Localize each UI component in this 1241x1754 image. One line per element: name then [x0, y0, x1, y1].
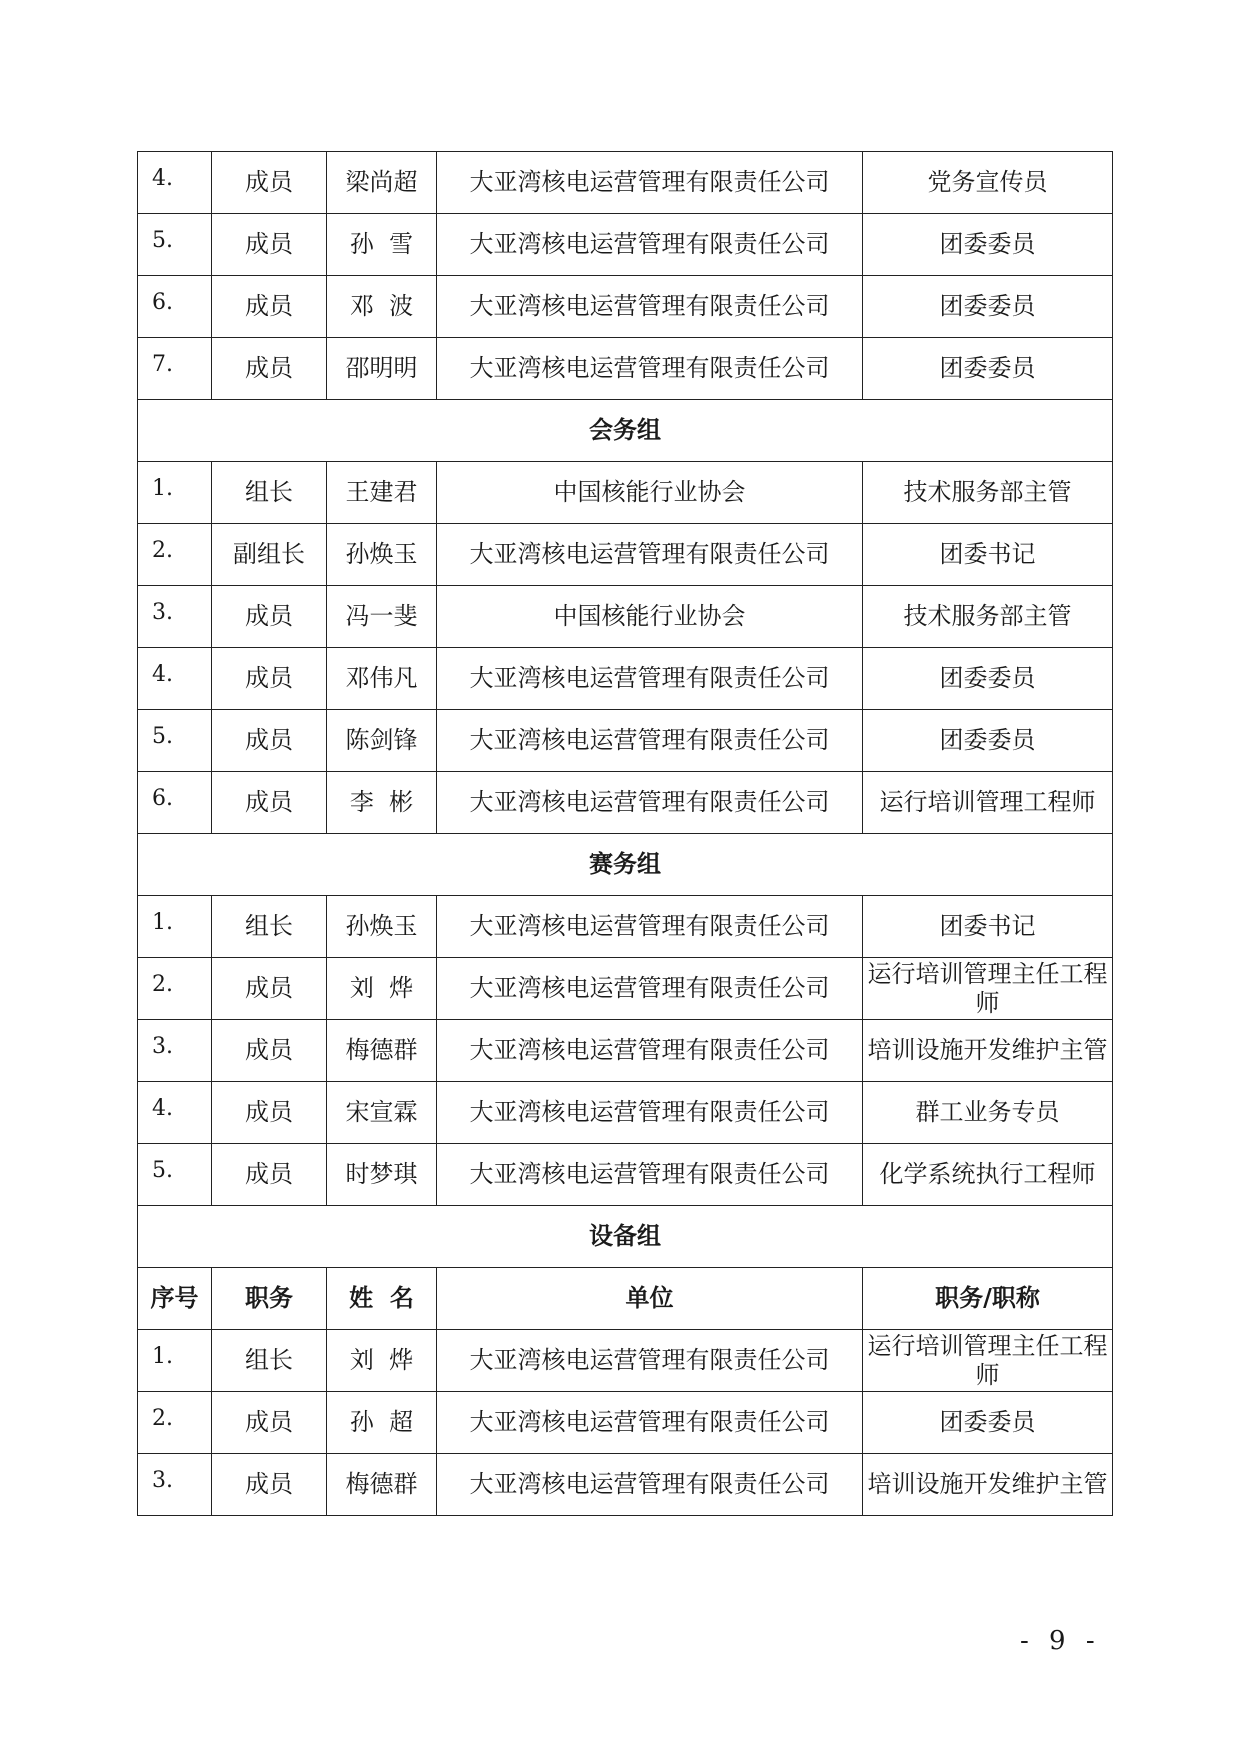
row-number: 4. [138, 1082, 212, 1144]
row-number: 2. [138, 958, 212, 1020]
row-name: 梁尚超 [327, 152, 437, 214]
row-org: 大亚湾核电运营管理有限责任公司 [437, 648, 863, 710]
row-title: 党务宣传员 [863, 152, 1113, 214]
row-title: 技术服务部主管 [863, 462, 1113, 524]
row-role: 成员 [212, 586, 327, 648]
row-role: 成员 [212, 1392, 327, 1454]
row-number: 1. [138, 462, 212, 524]
row-role: 成员 [212, 710, 327, 772]
row-title: 团委委员 [863, 1392, 1113, 1454]
row-number: 6. [138, 276, 212, 338]
row-number: 3. [138, 1020, 212, 1082]
row-role: 成员 [212, 214, 327, 276]
row-title: 团委委员 [863, 710, 1113, 772]
table-row [138, 1082, 1113, 1144]
row-org: 中国核能行业协会 [437, 462, 863, 524]
group-title: 设备组 [138, 1206, 1113, 1268]
table-row [138, 214, 1113, 276]
col-header-role: 职务 [212, 1268, 327, 1330]
row-org: 大亚湾核电运营管理有限责任公司 [437, 1020, 863, 1082]
table-row [138, 586, 1113, 648]
group-heading-row [138, 1206, 1113, 1268]
row-role: 组长 [212, 462, 327, 524]
table-row [138, 648, 1113, 710]
row-title: 运行培训管理工程师 [863, 772, 1113, 834]
row-org: 大亚湾核电运营管理有限责任公司 [437, 338, 863, 400]
row-title: 团委委员 [863, 276, 1113, 338]
row-name: 孙焕玉 [327, 896, 437, 958]
row-number: 3. [138, 586, 212, 648]
row-name: 刘 烨 [327, 958, 437, 1020]
row-role: 成员 [212, 152, 327, 214]
table-row [138, 896, 1113, 958]
row-role: 成员 [212, 648, 327, 710]
row-org: 大亚湾核电运营管理有限责任公司 [437, 524, 863, 586]
row-title: 团委委员 [863, 338, 1113, 400]
row-name: 孙 雪 [327, 214, 437, 276]
row-org: 大亚湾核电运营管理有限责任公司 [437, 896, 863, 958]
row-role: 成员 [212, 958, 327, 1020]
col-header-title: 职务/职称 [863, 1268, 1113, 1330]
group-title: 赛务组 [138, 834, 1113, 896]
row-org: 大亚湾核电运营管理有限责任公司 [437, 214, 863, 276]
row-role: 副组长 [212, 524, 327, 586]
row-org: 大亚湾核电运营管理有限责任公司 [437, 1144, 863, 1206]
row-title: 运行培训管理主任工程师 [863, 1330, 1113, 1392]
row-name: 邓伟凡 [327, 648, 437, 710]
row-name: 梅德群 [327, 1020, 437, 1082]
row-org: 大亚湾核电运营管理有限责任公司 [437, 1082, 863, 1144]
row-name: 梅德群 [327, 1454, 437, 1516]
table-row [138, 1144, 1113, 1206]
row-name: 陈剑锋 [327, 710, 437, 772]
table-row [138, 1020, 1113, 1082]
row-name: 孙焕玉 [327, 524, 437, 586]
row-name: 孙 超 [327, 1392, 437, 1454]
row-title: 团委书记 [863, 896, 1113, 958]
row-role: 成员 [212, 772, 327, 834]
row-role: 成员 [212, 1454, 327, 1516]
table-row [138, 338, 1113, 400]
row-name: 冯一斐 [327, 586, 437, 648]
row-number: 5. [138, 1144, 212, 1206]
row-title: 团委委员 [863, 214, 1113, 276]
row-title: 技术服务部主管 [863, 586, 1113, 648]
row-role: 成员 [212, 1144, 327, 1206]
row-number: 7. [138, 338, 212, 400]
row-number: 6. [138, 772, 212, 834]
row-org: 大亚湾核电运营管理有限责任公司 [437, 958, 863, 1020]
table-row [138, 462, 1113, 524]
row-title: 培训设施开发维护主管 [863, 1020, 1113, 1082]
row-org: 大亚湾核电运营管理有限责任公司 [437, 152, 863, 214]
row-title: 化学系统执行工程师 [863, 1144, 1113, 1206]
header-row [138, 1268, 1113, 1330]
row-title: 团委委员 [863, 648, 1113, 710]
group-heading-row [138, 400, 1113, 462]
row-title: 团委书记 [863, 524, 1113, 586]
page-number: - 9 - [1020, 1626, 1101, 1656]
row-name: 时梦琪 [327, 1144, 437, 1206]
row-number: 4. [138, 648, 212, 710]
table-row [138, 1392, 1113, 1454]
table-row [138, 152, 1113, 214]
table-row [138, 710, 1113, 772]
row-org: 中国核能行业协会 [437, 586, 863, 648]
row-org: 大亚湾核电运营管理有限责任公司 [437, 772, 863, 834]
row-org: 大亚湾核电运营管理有限责任公司 [437, 1454, 863, 1516]
row-org: 大亚湾核电运营管理有限责任公司 [437, 1330, 863, 1392]
row-number: 2. [138, 1392, 212, 1454]
table-row [138, 1454, 1113, 1516]
row-role: 成员 [212, 1020, 327, 1082]
row-org: 大亚湾核电运营管理有限责任公司 [437, 1392, 863, 1454]
row-name: 邵明明 [327, 338, 437, 400]
row-role: 成员 [212, 1082, 327, 1144]
table-row [138, 1330, 1113, 1392]
col-header-name: 姓 名 [327, 1268, 437, 1330]
row-title: 培训设施开发维护主管 [863, 1454, 1113, 1516]
row-name: 刘 烨 [327, 1330, 437, 1392]
group-title: 会务组 [138, 400, 1113, 462]
row-role: 组长 [212, 896, 327, 958]
row-org: 大亚湾核电运营管理有限责任公司 [437, 710, 863, 772]
col-header-no: 序号 [138, 1268, 212, 1330]
group-heading-row [138, 834, 1113, 896]
table-row [138, 276, 1113, 338]
row-role: 成员 [212, 276, 327, 338]
row-title: 群工业务专员 [863, 1082, 1113, 1144]
row-name: 王建君 [327, 462, 437, 524]
row-number: 2. [138, 524, 212, 586]
row-name: 邓 波 [327, 276, 437, 338]
row-title: 运行培训管理主任工程师 [863, 958, 1113, 1020]
row-role: 成员 [212, 338, 327, 400]
row-number: 4. [138, 152, 212, 214]
row-org: 大亚湾核电运营管理有限责任公司 [437, 276, 863, 338]
table-row [138, 772, 1113, 834]
row-number: 5. [138, 710, 212, 772]
col-header-org: 单位 [437, 1268, 863, 1330]
row-name: 宋宣霖 [327, 1082, 437, 1144]
row-number: 1. [138, 1330, 212, 1392]
row-number: 5. [138, 214, 212, 276]
row-number: 3. [138, 1454, 212, 1516]
table-row [138, 524, 1113, 586]
staff-table [137, 151, 1113, 1516]
row-number: 1. [138, 896, 212, 958]
row-name: 李 彬 [327, 772, 437, 834]
row-role: 组长 [212, 1330, 327, 1392]
table-row [138, 958, 1113, 1020]
